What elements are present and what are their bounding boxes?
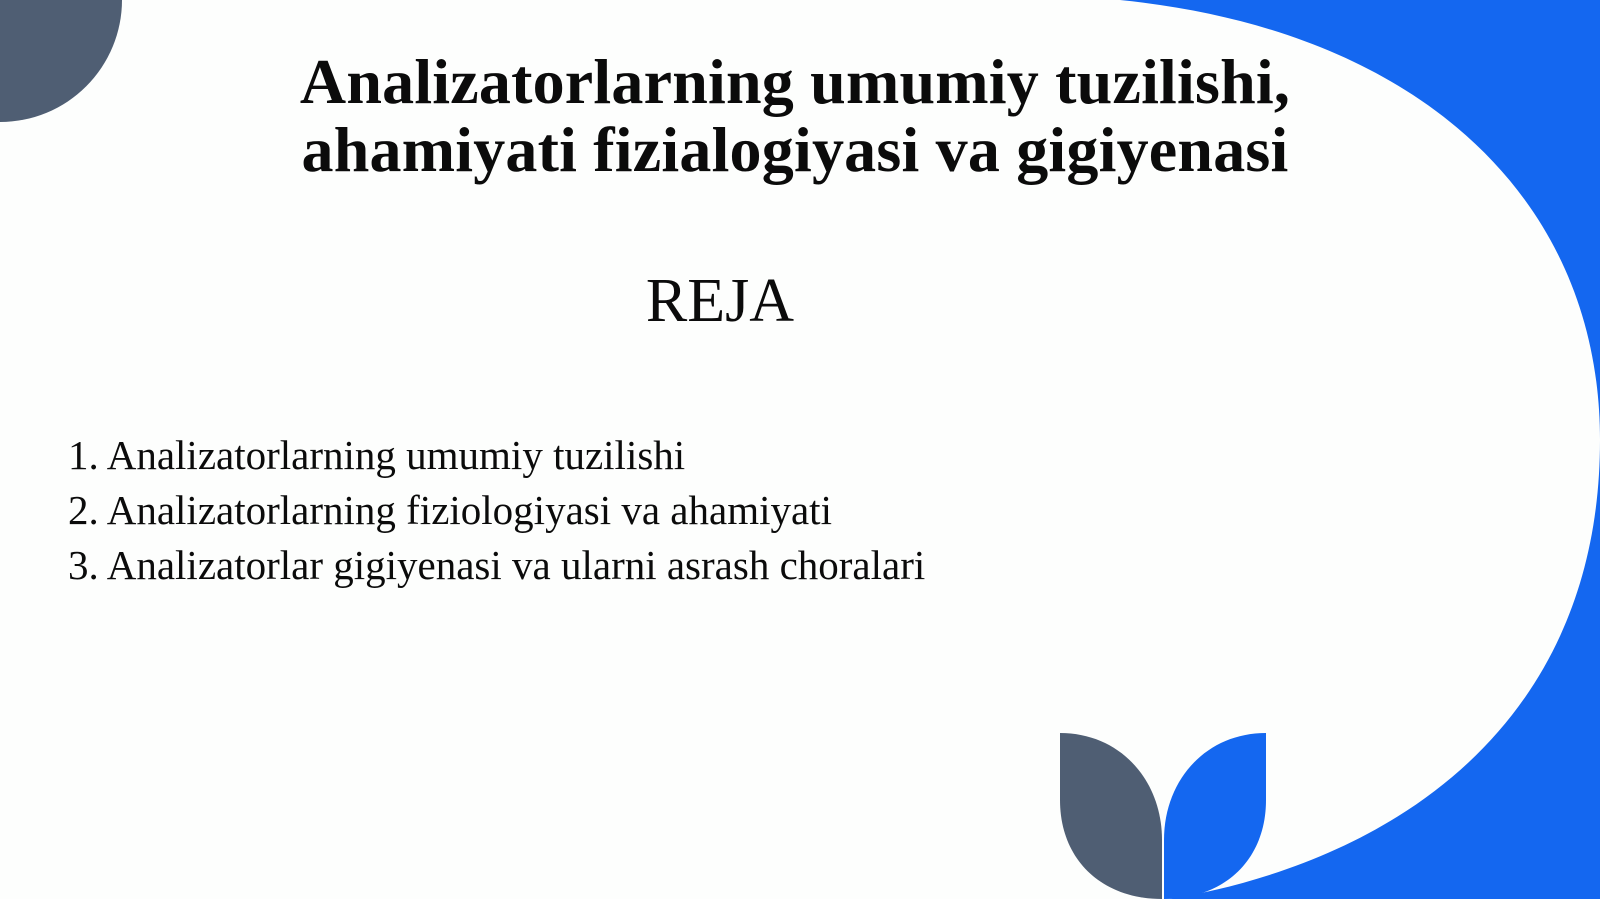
plan-list-item: 3. Analizatorlar gigiyenasi va ularni asrash choralari xyxy=(68,542,926,588)
plan-heading: REJA xyxy=(645,267,795,335)
plan-list-item: 1. Analizatorlarning umumiy tuzilishi xyxy=(68,432,686,478)
plan-list-item: 2. Analizatorlarning fiziologiyasi va ahamiyati xyxy=(68,487,832,533)
slide-title-line-1: Analizatorlarning umumiy tuzilishi, xyxy=(299,46,1291,117)
corner-quarter-circle-shape xyxy=(0,0,122,122)
slide-title xyxy=(200,48,1390,184)
slate-leaf-shape xyxy=(1060,733,1162,899)
blue-leaf-shape xyxy=(1164,733,1266,899)
slide-title-line-2: ahamiyati fizialogiyasi va gigiyenasi xyxy=(301,114,1289,185)
plan-list xyxy=(68,428,925,593)
